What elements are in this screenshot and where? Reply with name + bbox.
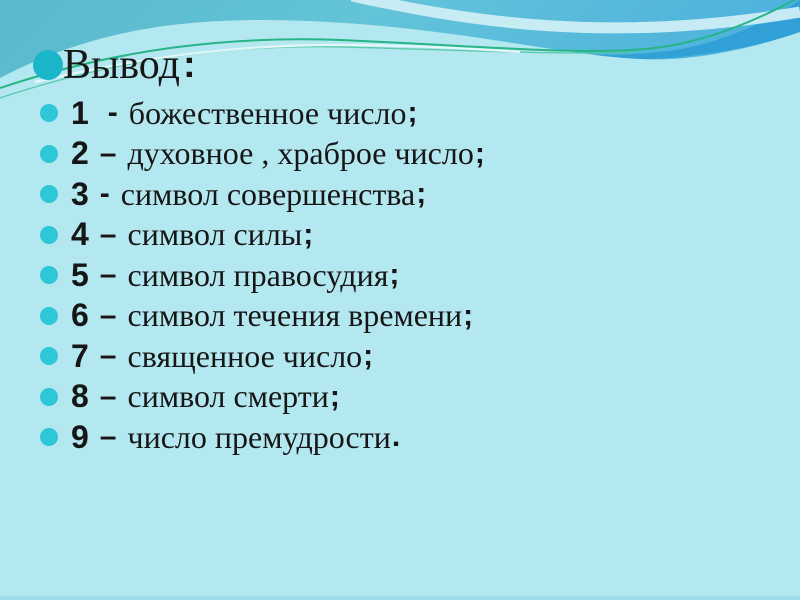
item-text: божественное число — [128, 94, 407, 131]
bullet-icon — [40, 347, 58, 365]
item-text: символ силы — [127, 216, 303, 253]
list-item — [40, 215, 485, 256]
title-text: Вывод — [63, 42, 180, 88]
bullet-icon — [40, 185, 58, 203]
bullet-icon — [40, 307, 58, 325]
list-item — [40, 417, 485, 458]
conclusion-list — [40, 93, 485, 458]
item-text: священное число — [127, 337, 363, 374]
item-punctuation: ; — [389, 258, 400, 292]
item-text: символ правосудия — [127, 256, 389, 293]
item-dash: - — [107, 96, 118, 130]
list-item — [40, 255, 485, 296]
list-item — [40, 336, 485, 377]
item-punctuation: ; — [407, 96, 418, 130]
item-punctuation: ; — [474, 136, 485, 170]
item-number: 9 — [71, 418, 89, 455]
item-text: духовное , храброе число — [127, 135, 474, 172]
item-number: 1 — [71, 94, 89, 131]
item-text: символ течения времени — [127, 297, 463, 334]
bottom-edge-strip — [0, 596, 800, 600]
item-punctuation: ; — [303, 217, 314, 251]
item-dash: - — [99, 177, 110, 211]
item-dash: – — [99, 136, 117, 170]
slide-title — [33, 43, 196, 87]
item-dash: – — [99, 339, 117, 373]
item-dash: – — [99, 379, 117, 413]
title-bullet-icon — [33, 50, 63, 80]
list-item — [40, 93, 485, 134]
item-number: 6 — [71, 297, 89, 334]
item-punctuation: ; — [463, 298, 474, 332]
list-item — [40, 134, 485, 175]
item-number: 8 — [71, 378, 89, 415]
item-dash: – — [99, 258, 117, 292]
bullet-icon — [40, 266, 58, 284]
item-number: 5 — [71, 256, 89, 293]
title-colon: : — [182, 44, 196, 86]
bullet-icon — [40, 428, 58, 446]
item-number: 4 — [71, 216, 89, 253]
item-punctuation: ; — [329, 379, 340, 413]
bullet-icon — [40, 104, 58, 122]
item-number: 2 — [71, 135, 89, 172]
item-number: 3 — [71, 175, 89, 212]
item-text: символ смерти — [127, 378, 329, 415]
item-number: 7 — [71, 337, 89, 374]
item-text: число премудрости — [127, 418, 391, 455]
bullet-icon — [40, 145, 58, 163]
bullet-icon — [40, 388, 58, 406]
bullet-icon — [40, 226, 58, 244]
item-punctuation: ; — [363, 339, 374, 373]
item-punctuation: . — [391, 420, 401, 454]
item-dash: – — [99, 298, 117, 332]
item-text: символ совершенства — [120, 175, 416, 212]
item-punctuation: ; — [416, 177, 427, 211]
item-dash: – — [99, 217, 117, 251]
item-dash: – — [99, 420, 117, 454]
list-item — [40, 174, 485, 215]
list-item — [40, 296, 485, 337]
list-item — [40, 377, 485, 418]
